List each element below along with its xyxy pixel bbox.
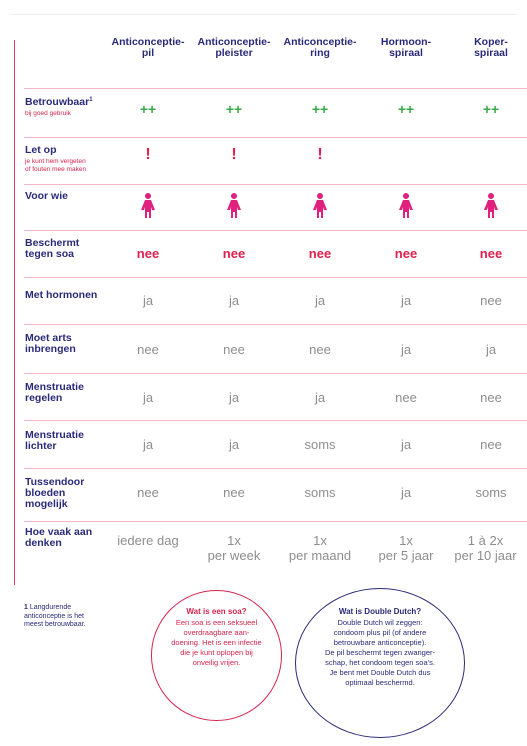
soa-info-circle <box>151 590 282 721</box>
cell-arts-pleister: nee <box>223 342 245 357</box>
cell-hormonen-pil: ja <box>142 293 154 308</box>
cell-betrouwbaar-koperspiraal: ++ <box>482 101 500 117</box>
row-divider <box>24 521 527 522</box>
footnote <box>24 604 124 630</box>
double-dutch-info-title: Wat is Double Dutch? <box>338 607 422 616</box>
cell-vaak-ring: 1x per maand <box>288 533 352 563</box>
cell-lichter-pleister: ja <box>228 437 240 452</box>
cell-bloeden-hormoonspiraal: ja <box>400 485 412 500</box>
cell-arts-hormoonspiraal: ja <box>400 342 412 357</box>
cell-hormonen-koperspiraal: nee <box>480 293 502 308</box>
row-divider <box>24 184 527 185</box>
footnote-text: Langdurende anticonceptie is het meest betrouwbaar. <box>24 604 86 628</box>
row-label-text: Let op <box>25 144 57 156</box>
cell-lichter-ring: soms <box>304 437 336 452</box>
cell-arts-koperspiraal: ja <box>485 342 497 357</box>
double-dutch-info-text: Double Dutch wil zeggen: condoom plus pil (of andere betrouwbare anticonceptie). De pil beschermt tegen zwanger- schap, het condoom tegen soa's. Je bent met Double Dutch dus optimaal beschermd. <box>324 618 436 687</box>
row-divider <box>24 373 527 374</box>
cell-soa-ring: nee <box>308 246 332 261</box>
row-label-arts: Moet arts inbrengen <box>25 332 76 355</box>
cell-regelen-hormoonspiraal: nee <box>395 390 417 405</box>
soa-info-text: Een soa is een seksueel overdraagbare aan- doening. Het is een infectie die je kunt oplopen bij onveilig vrijen. <box>171 618 262 667</box>
row-divider <box>24 468 527 469</box>
row-label-bloeden: Tussendoor bloeden mogelijk <box>25 476 85 510</box>
cell-arts-pil: nee <box>137 342 159 357</box>
cell-soa-pleister: nee <box>222 246 246 261</box>
cell-bloeden-pil: nee <box>137 485 159 500</box>
column-header-pil: Anticonceptie- pil <box>111 36 185 59</box>
row-label-letop <box>25 145 115 174</box>
row-label-soa: Beschermt tegen soa <box>25 237 80 260</box>
row-sublabel: je kunt hem vergeten of fouten mee maken <box>25 158 87 173</box>
cell-regelen-pleister: ja <box>228 390 240 405</box>
row-label-regelen: Menstruatie regelen <box>25 381 84 404</box>
row-label-lichter: Menstruatie lichter <box>25 429 84 452</box>
column-header-pleister: Anticonceptie- pleister <box>197 36 271 59</box>
column-header-hormoonspiraal: Hormoon- spiraal <box>380 36 432 59</box>
cell-regelen-koperspiraal: nee <box>480 390 502 405</box>
row-divider <box>24 230 527 231</box>
cell-vaak-pleister: 1x per week <box>207 533 261 563</box>
cell-bloeden-ring: soms <box>304 485 336 500</box>
cell-betrouwbaar-pil: ++ <box>139 101 157 117</box>
cell-betrouwbaar-ring: ++ <box>311 101 329 117</box>
cell-letop-pil: ! <box>145 146 151 163</box>
row-divider <box>24 88 527 89</box>
cell-bloeden-koperspiraal: soms <box>475 485 507 500</box>
row-sublabel: bij goed gebruik <box>25 110 71 117</box>
female-figure-icon <box>226 193 242 219</box>
cell-lichter-koperspiraal: nee <box>480 437 502 452</box>
female-figure-icon <box>140 193 156 219</box>
cell-lichter-hormoonspiraal: ja <box>400 437 412 452</box>
top-divider <box>10 14 517 15</box>
row-label-hormonen: Met hormonen <box>25 289 98 301</box>
cell-letop-ring: ! <box>317 146 323 163</box>
cell-arts-ring: nee <box>309 342 331 357</box>
cell-soa-koperspiraal: nee <box>479 246 503 261</box>
footnote-number: 1 <box>24 604 28 611</box>
row-divider <box>24 324 527 325</box>
cell-letop-pleister: ! <box>231 146 237 163</box>
double-dutch-info-circle <box>295 588 465 738</box>
row-divider <box>24 277 527 278</box>
cell-betrouwbaar-pleister: ++ <box>225 101 243 117</box>
cell-vaak-pil: iedere dag <box>117 533 179 548</box>
column-header-koperspiraal: Koper- spiraal <box>474 36 508 59</box>
side-rule <box>14 40 15 585</box>
female-figure-icon <box>398 193 414 219</box>
cell-hormonen-hormoonspiraal: ja <box>400 293 412 308</box>
female-figure-icon <box>483 193 499 219</box>
cell-betrouwbaar-hormoonspiraal: ++ <box>397 101 415 117</box>
cell-vaak-hormoonspiraal: 1x per 5 jaar <box>378 533 434 563</box>
soa-info-title: Wat is een soa? <box>186 607 247 616</box>
row-label-voorwie: Voor wie <box>25 190 68 202</box>
row-label-text: Betrouwbaar <box>25 96 90 108</box>
cell-regelen-ring: ja <box>314 390 326 405</box>
row-divider <box>24 137 527 138</box>
row-label-vaak: Hoe vaak aan denken <box>25 526 93 549</box>
female-figure-icon <box>312 193 328 219</box>
cell-hormonen-ring: ja <box>314 293 326 308</box>
cell-lichter-pil: ja <box>142 437 154 452</box>
cell-bloeden-pleister: nee <box>223 485 245 500</box>
column-header-ring: Anticonceptie- ring <box>283 36 357 59</box>
row-divider <box>24 420 527 421</box>
row-label-betrouwbaar <box>25 97 115 118</box>
cell-soa-hormoonspiraal: nee <box>394 246 418 261</box>
cell-hormonen-pleister: ja <box>228 293 240 308</box>
cell-regelen-pil: ja <box>142 390 154 405</box>
cell-vaak-koperspiraal: 1 à 2x per 10 jaar <box>454 533 517 563</box>
cell-soa-pil: nee <box>136 246 160 261</box>
footnote-ref: 1 <box>89 97 93 103</box>
